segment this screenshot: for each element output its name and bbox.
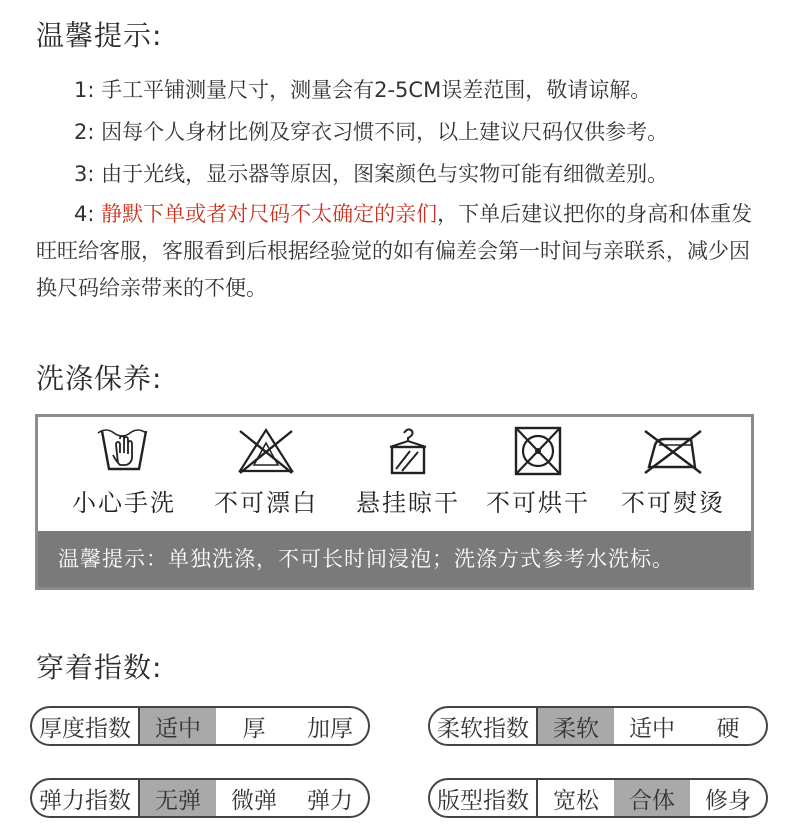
tips-list [36,70,766,309]
care-label: 不可漂白 [214,489,318,517]
care-icons-row [38,417,751,535]
index-name: 厚度指数 [32,708,140,744]
index-option: 硬 [716,715,740,742]
tip-highlight: 静默下单或者对尺码不太确定的亲们 [101,202,438,226]
care-item-no-tumble-dry [468,425,608,518]
index-option: 合体 [614,780,690,816]
index-option: 弹力 [307,787,353,814]
care-label: 小心手洗 [72,489,176,517]
care-box [35,414,754,590]
care-item-hand-wash [54,425,194,518]
thickness-index [30,706,370,746]
elasticity-index [30,778,370,818]
tip-text: 因每个人身材比例及穿衣习惯不同，以上建议尺码仅供参考。 [101,120,669,144]
index-name: 版型指数 [430,780,538,816]
care-label: 不可烘干 [486,489,590,517]
care-label: 不可熨烫 [621,489,725,517]
tip-text: 手工平铺测量尺寸，测量会有2-5CM误差范围，敬请谅解。 [101,78,652,102]
no-iron-icon [637,425,709,477]
index-option: 柔软 [538,708,614,744]
care-note: 温馨提示：单独洗涤，不可长时间浸泡；洗涤方式参考水洗标。 [38,531,751,587]
tip-prefix: 2: [74,120,95,144]
index-option: 厚 [242,715,266,742]
wear-title: 穿着指数: [36,651,163,684]
tip-item-4 [36,196,766,307]
tip-item-1 [36,70,766,110]
tip-prefix: 4: [74,202,95,226]
index-option: 微弹 [231,787,277,814]
tips-title: 温馨提示: [36,19,163,52]
care-item-no-bleach [196,425,336,518]
tip-item-2 [36,112,766,152]
care-item-hang-dry [338,425,478,518]
index-option: 宽松 [553,787,599,814]
hang-dry-icon [378,425,438,477]
care-label: 悬挂晾干 [356,489,460,517]
index-option: 修身 [705,787,751,814]
index-option: 适中 [140,708,216,744]
care-title: 洗涤保养: [36,362,163,395]
index-option: 加厚 [307,715,353,742]
tip-text: ，下单后建议把你的身高和体重发旺旺给客服，客服看到后根据经验觉的如有偏差会第一时间与亲联系，减少因换尺码给亲带来的不便。 [36,202,753,300]
softness-index [428,706,768,746]
tip-prefix: 1: [74,78,95,102]
no-tumble-dry-icon [508,425,568,477]
index-option: 无弹 [140,780,216,816]
tip-prefix: 3: [74,162,95,186]
tip-item-3 [36,154,766,194]
index-name: 弹力指数 [32,780,140,816]
tip-text: 由于光线，显示器等原因，图案颜色与实物可能有细微差别。 [101,162,669,186]
care-item-no-iron [603,425,743,518]
index-name: 柔软指数 [430,708,538,744]
index-option: 适中 [629,715,675,742]
hand-wash-icon [94,425,154,477]
no-bleach-icon [234,425,298,477]
fit-index [428,778,768,818]
